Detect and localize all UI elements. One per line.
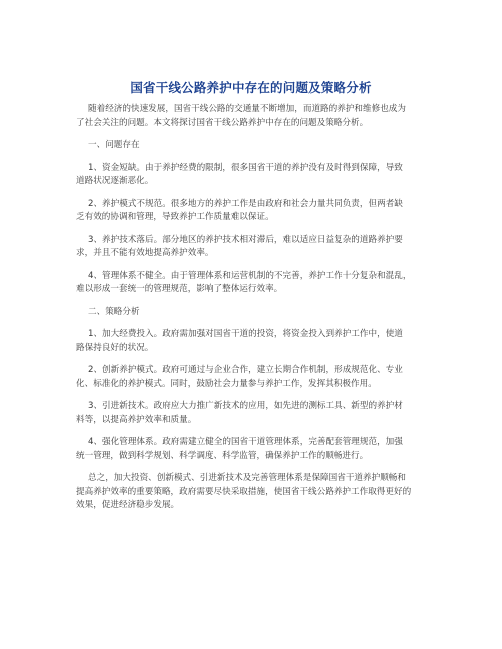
text-line: 料等，以提高养护效率和质量。 xyxy=(76,414,197,425)
text-line: 道路状况逐渐恶化。 xyxy=(76,176,154,186)
paragraph-problem-3 xyxy=(0,234,502,261)
section-heading-problems xyxy=(0,139,502,153)
text-line: 1、加大经费投入。政府需加强对国省干道的投资，将资金投入到养护工作中，使道 xyxy=(88,329,403,339)
section-heading-strategies xyxy=(0,306,502,320)
paragraph-strategy-3 xyxy=(0,400,502,427)
text-line: 3、养护技术落后。部分地区的养护技术相对滞后，难以适应日益复杂的道路养护要 xyxy=(88,234,403,245)
text-line: 难以形成一套统一的管理规范，影响了整体运行效率。 xyxy=(76,284,283,294)
text-line: 路保持良好的状况。 xyxy=(76,342,154,353)
document-body xyxy=(0,103,502,513)
text-line: 2、创新养护模式。政府可通过与企业合作，建立长期合作机制，形成规范化、专业 xyxy=(88,365,403,375)
text-line: 一、问题存在 xyxy=(88,140,140,150)
text-line: 二、策略分析 xyxy=(88,306,140,317)
document-title: 国省干线公路养护中存在的问题及策略分析 xyxy=(130,80,372,95)
paragraph-problem-4 xyxy=(0,270,502,297)
text-line: 统一管理，做到科学规划、科学调度、科学监管，确保养护工作的顺畅进行。 xyxy=(76,450,369,461)
text-line: 4、强化管理体系。政府需建立健全的国省干道管理体系，完善配套管理规范，加强 xyxy=(88,437,403,447)
paragraph-problem-2 xyxy=(0,198,502,225)
text-line: 4、管理体系不健全。由于管理体系和运营机制的不完善，养护工作十分复杂和混乱， xyxy=(88,270,412,281)
text-line: 乏有效的协调和管理，导致养护工作质量难以保证。 xyxy=(76,212,274,222)
text-line: 1、资金短缺。由于养护经费的限制，很多国省干道的养护没有及时得到保障，导致 xyxy=(88,162,403,173)
text-line: 求，并且不能有效地提高养护效率。 xyxy=(76,248,214,258)
text-line: 总之，加大投资、创新模式、引进新技术及完善管理体系是保障国省干道养护顺畅和 xyxy=(88,473,406,483)
paragraph-problem-1 xyxy=(0,162,502,189)
text-line: 提高养护效率的重要策略，政府需要尽快采取措施，使国省干线公路养护工作取得更好的 xyxy=(76,486,412,497)
text-line: 化、标准化的养护模式。同时，鼓励社会力量参与养护工作，发挥其积极作用。 xyxy=(76,378,377,389)
text-line: 随着经济的快速发展，国省干线公路的交通量不断增加，而道路的养护和维修也成为 xyxy=(88,104,406,114)
text-line: 了社会关注的问题。本文将探讨国省干线公路养护中存在的问题及策略分析。 xyxy=(76,117,369,128)
text-line: 2、养护模式不规范。很多地方的养护工作是由政府和社会力量共同负责，但两者缺 xyxy=(88,198,403,209)
paragraph-intro xyxy=(0,103,502,130)
paragraph-strategy-4 xyxy=(0,436,502,463)
paragraph-strategy-2 xyxy=(0,364,502,391)
paragraph-strategy-1 xyxy=(0,328,502,355)
paragraph-conclusion xyxy=(0,472,502,513)
text-line: 效果，促进经济稳步发展。 xyxy=(76,500,180,510)
text-line: 3、引进新技术。政府应大力推广新技术的应用，如先进的测标工具、新型的养护材 xyxy=(88,401,403,411)
